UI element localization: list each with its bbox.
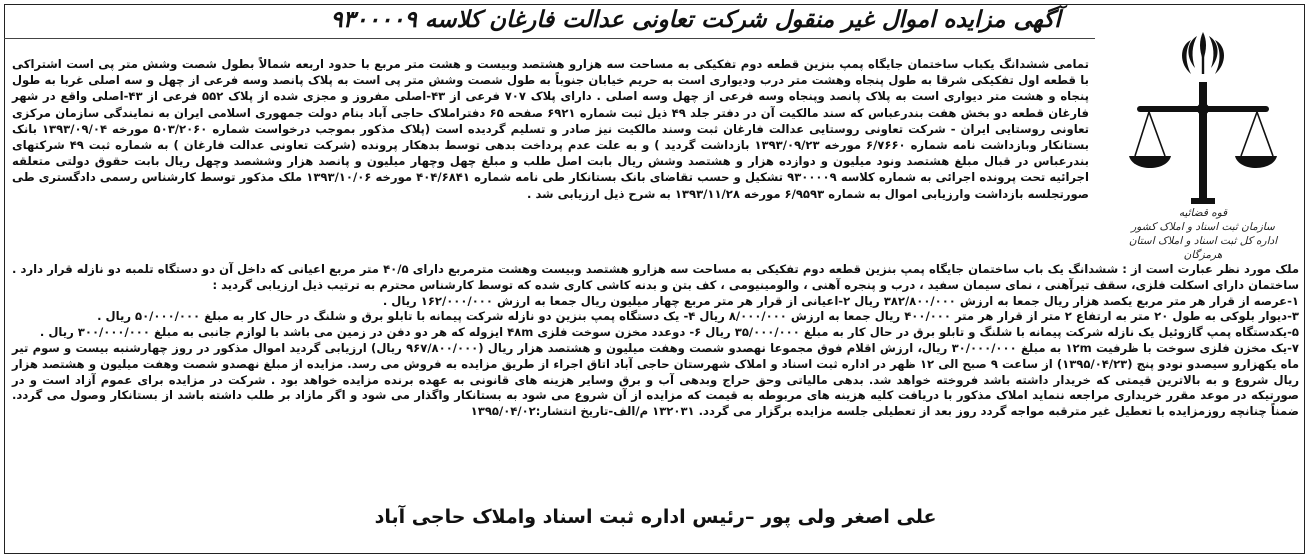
notice-intro — [12, 56, 1089, 202]
intro-paragraph: تمامی ششدانگ یکباب ساختمان جایگاه پمپ بنزین قطعه دوم تفکیکی به مساحت سه هزارو هشتصد وبیست و هشت متر مربع با حدود اربعه شمالاً بطول شصت وشش متر پی است اشتراکی با قطعه اول تفکیکی شرقا به طول پنجاه وهشت متر درب ودیواری است به حریم خیابان جنوباً به طول شصت وشش متر پی است به پلاک پانصد وسه فرعی از چهل و سه اصلی غربا به طول پنجاه و هشت متر دیواری است به پلاک پانصد وپنجاه وسه فرعی از چهل وسه اصلی . دارای پلاک ۷۰۷ فرعی از ۴۳-اصلی مفروز و مجزی شده از پلاک ۵۵۲ فرعی از ۴۳-اصلی واقع در شهر فارغان قطعه دو بخش هفت بندرعباس که سند مالکیت آن در دفتر جلد ۴۹ ذیل ثبت شماره ۶۹۲۱ صفحه ۶۵ دفتراملاک حاجی آباد بنام دولت جمهوری اسلامی ایران به نمایندگی سازمان مرکزی تعاونی روستایی ایران - شرکت تعاونی روستایی عدالت فارغان ثبت وسند مالکیت نیز صادر و تسلیم گردیده است (پلاک مذکور بموجب درخواست شماره ۵۰۳/۲۰۶۰ مورخه ۱۳۹۳/۰۹/۰۴ بانک بستانکار وبازداشت نامه شماره ۶/۷۶۶۰ مورخه ۱۳۹۳/۰۹/۲۳ بازداشت گردید ) و به علت عدم پرداخت بدهی توسط بدهکار پرونده (شرکت تعاونی عدالت فارغان ) به شماره ثبت ۴۹ شرکتهای بندرعباس در قبال مبلغ هشتصد ونود میلیون و دوازده هزار و هشتصد وشش ریال بابت اصل طلب و مبلغ چهل وچهار میلیون و پانصد هزار وششصد وچهل ریال بابت حقوق دولتی متعلقه اجرائیه تحت پرونده اجرائی به شماره کلاسه ۹۳۰۰۰۰۹ تشکیل و حسب تقاضای بانک بستانکار طی نامه شماره ۴۰۴/۶۸۴۱ مورخه ۱۳۹۳/۱۰/۰۶ ملک مذکور توسط کارشناس رسمی دادگستری طی صورتجلسه بازداشت وارزیابی اموال به شماره ۶/۹۵۹۳ مورخه ۱۳۹۳/۱۱/۲۸ به شرح ذیل ارزیابی شد . — [12, 57, 1089, 201]
registration-org-label: سازمان ثبت اسناد و املاک کشور — [1131, 221, 1275, 233]
notice-details — [12, 262, 1299, 420]
valuation-item-2: ۳-دیوار بلوکی به طول ۲۰ متر به ارتفاع ۲ متر از قرار هر متر ۴۰۰/۰۰۰ ریال جمعا به ارزش ۸/۰۰۰/۰۰۰ ریال ۴- یک دستگاه پمپ بنزین دو نازله شرکت پیمانه با تابلو برق و شلنگ در حال کار به مبلغ ۵۰/۰۰۰/۰۰۰ ریال . — [97, 309, 1299, 324]
valuation-item-3: ۵-یکدستگاه پمپ گازوئیل یک نازله شرکت پیمانه با شلنگ و تابلو برق در حال کار به مبلغ ۳۵/۰۰۰/۰۰۰ ریال ۶- دوعدد مخزن سوخت فلزی ۴۸m ایزوله که هر دو دفن در زمین می باشد با لوازم جانبی به مبلغ ۳۰۰/۰۰۰/۰۰۰ ریال . — [39, 325, 1299, 340]
organization-caption — [1115, 206, 1291, 262]
valuation-item-1: ۱-عرصه از قرار هر متر مربع یکصد هزار ریال جمعا به ارزش ۳۸۲/۸۰۰/۰۰۰ ریال ۲-اعیانی از قرار هر متر مربع چهار میلیون ریال جمعا به ارزش ۱۶۲/۰۰۰/۰۰۰ ریال . — [382, 293, 1299, 308]
valuation-item-4: ۷-یک مخزن فلزی سوخت با ظرفیت ۱۲m به مبلغ ۳۰/۰۰۰/۰۰۰ ریال، ارزش اقلام فوق مجموعا نهصدو شصت وهفت میلیون و هشتصد هزار ریال (۹۶۷/۸۰۰/۰۰۰ ریال) ارزیابی گردید اموال مذکور در روز چهارشنبه بیست و سوم تیر ماه یکهزارو سیصدو نودو پنج (۱۳۹۵/۰۴/۲۳) از ساعت ۹ صبح الی ۱۲ ظهر در اداره ثبت اسناد و املاک شهرستان حاجی آباد اتاق اجراء از طریق مزایده به فروش می رسد. مزایده از مبلغ نهصدو شصت وهفت میلیون و هشتصد هزار ریال شروع و به بالاترین قیمتی که خریدار داشته باشد فروخته خواهد شد. بدهی مالیاتی وحق حراج وبدهی آب و برق وسایر هزینه های قانونی به عهده برنده مزایده خواهد بود . شرکت در مزایده برای عموم آزاد است و در صورتیکه در موعد مقرر خریداری مراجعه ننماید املاک مذکور با دریافت کلیه هزینه های مربوطه به قیمت که مزایده از آن شروع می شود به بستانکار واگذار می شود و اگر مازاد بر طلب داشته باشد از بستانکار وصول می گردد. ضمناً چنانچه روزمزایده با تعطیل غیر مترقبه مواجه گردد روز بعد از تعطیلی جلسه مزایده برگزار می گردد. ۱۳۲۰۳۱ م/الف-تاریخ انتشار:۱۳۹۵/۰۴/۰۲ — [12, 340, 1299, 419]
notice-title: آگهی مزایده اموال غیر منقول شرکت تعاونی عدالت فارغان کلاسه ۹۳۰۰۰۰۹ — [330, 6, 1061, 33]
provincial-office-label: اداره کل ثبت اسناد و املاک استان هرمزگان — [1128, 235, 1278, 261]
judiciary-label: قوه قضائیه — [1178, 207, 1228, 219]
description-paragraph: ملک مورد نظر عبارت است از : ششدانگ یک باب ساختمان جایگاه پمپ بنزین قطعه دوم تفکیکی به مساحت سه هزارو هشتصد وبیست وهشت مترمربع دارای ۴۰/۵ متر مربع اعیانی که داخل آن دو دستگاه تلمبه دو نازله قرار دارد . ساختمان دارای اسکلت فلزی، سقف تیرآهنی ، نمای سیمان سفید ، درب و پنجره آهنی ، والومینیومی ، کف بتن و بدنه کاشی کاری شده که توسط کارشناس محترم به ترتیب ذیل ارزیابی گردید : — [12, 262, 1300, 292]
title-divider — [4, 38, 1095, 39]
signature-line: علی اصغر ولی پور –رئیس اداره ثبت اسناد واملاک حاجی آباد — [374, 506, 937, 528]
